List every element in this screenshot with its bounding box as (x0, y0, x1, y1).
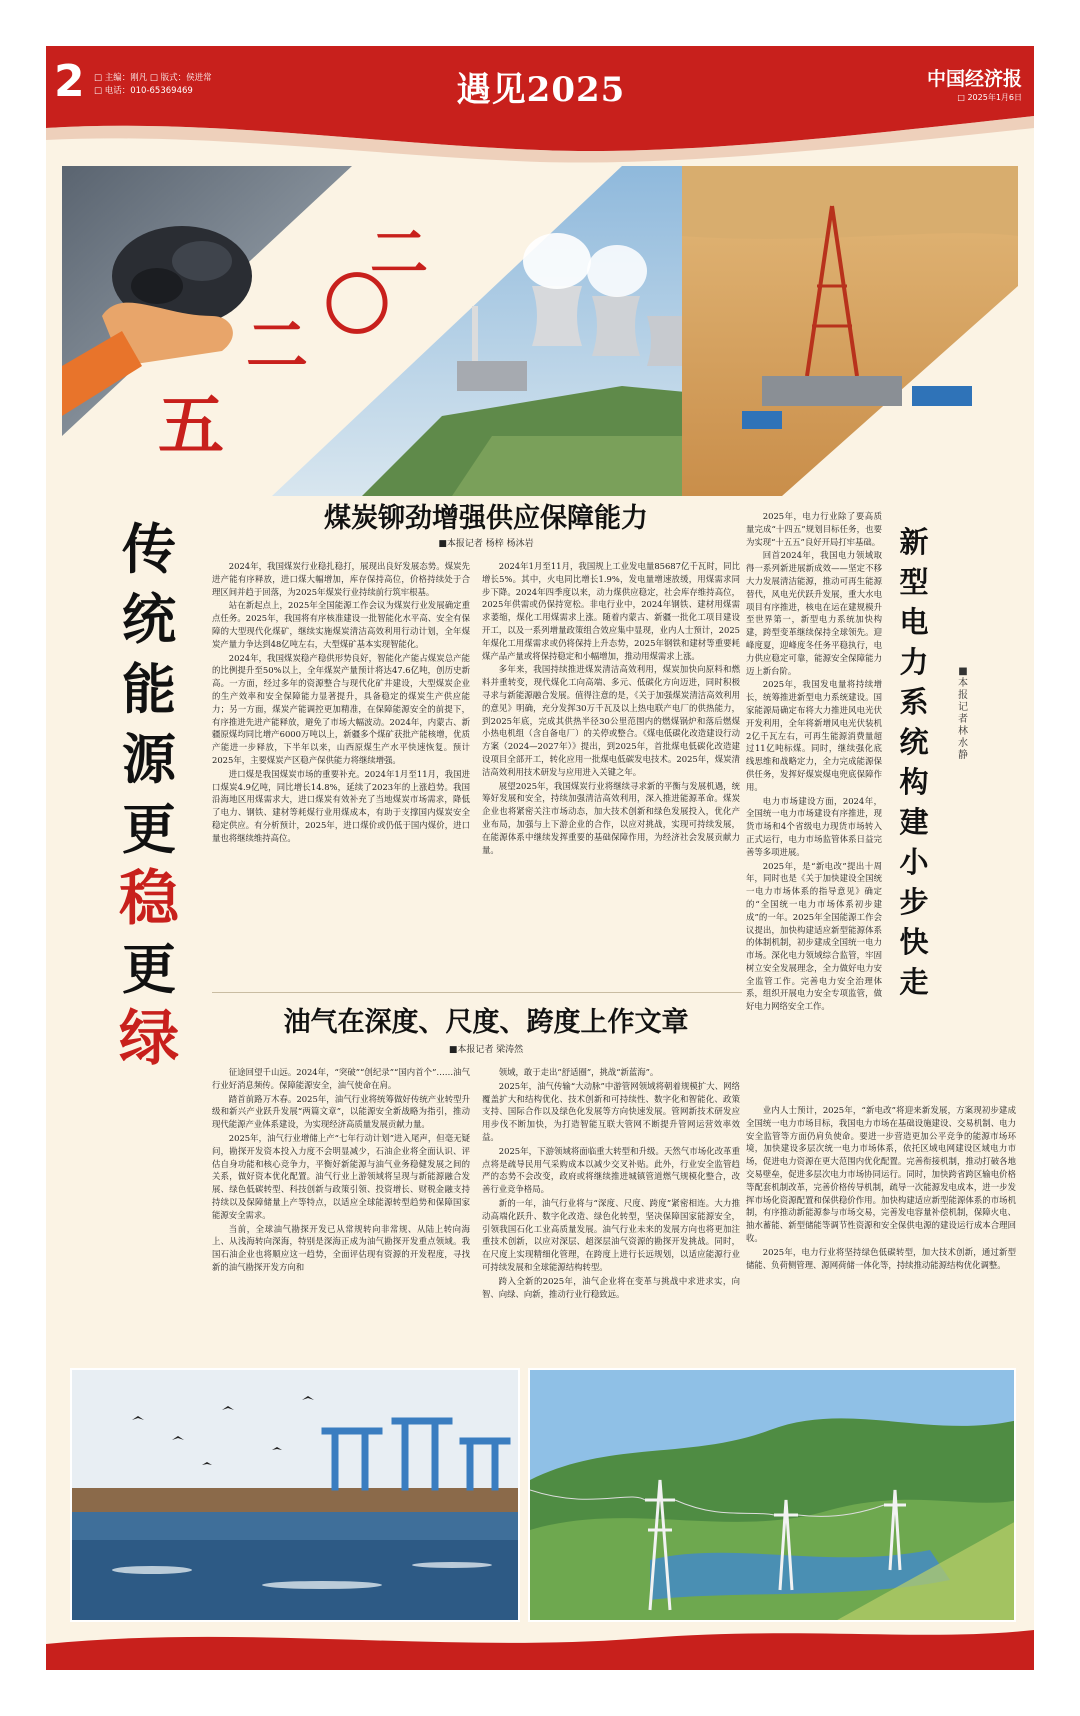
title-char: 电 (899, 605, 929, 639)
headline-char-red: 绿 (119, 1004, 179, 1074)
port-graphic (72, 1370, 520, 1622)
headline-char: 更 (122, 937, 176, 1001)
issue-date: □ 2025年1月6日 (957, 93, 1022, 102)
column-title: 遇见2025 (456, 70, 626, 110)
page-number: 2 (54, 56, 85, 107)
coal-article-column-2 (482, 560, 740, 986)
headline-char: 源 (122, 727, 176, 791)
year-char-2: 〇 (324, 266, 390, 344)
title-char: 建 (899, 805, 929, 839)
paragraph: 领域，敢于走出“舒适圈”，挑战“新蓝海”。 (498, 1067, 659, 1077)
paragraph: 新的一年，油气行业将与“深度、尺度、跨度”紧密相连。大力推动高端化跃升、数字化改造、绿色化转型，坚决保障国家能源安全，引领我国石化工业高质量发展。油气行业未来的发展方向也将更加注重技术创新，以应对深层、超深层油气资源的勘探开发挑战。同时，在尺度上实现精细化管理，在跨度上进行长远规划，以适应能源行业可持续发展和全球能源结构转型。 (482, 1197, 740, 1272)
oil-article-title: 油气在深度、尺度、跨度上作文章 (283, 1007, 689, 1038)
energy-photo-collage (62, 166, 1018, 496)
paragraph: 电力市场建设方面，2024年，全国统一电力市场建设有序推进，现货市场和4个省级电力现货市场转入正式运行，电力市场监管体系日益完善等多项进展。 (746, 795, 882, 857)
paragraph: 展望2025年，我国煤炭行业将继续寻求新的平衡与发展机遇，统筹好发展和安全，持续加强清洁高效利用，深入推进能源革命。煤炭企业也将紧密关注市场动态，加大技术创新和绿色发展投入，优化产业布局，加强与上下游企业的合作，以应对挑战，实现可持续发展，在能源体系中继续发挥重要的基础保障作用，为经济社会发展贡献力量。 (482, 780, 740, 855)
year-char-3: 二 (246, 309, 309, 382)
paragraph: 2024年，我国煤炭稳产稳供形势良好，智能化产能占煤炭总产能的比例提升至50%以上，全年煤炭产量预计将达47.6亿吨，创历史新高。一方面，经过多年的资源整合与现代化矿井建设，大型煤炭企业的生产效率和安全保障能力显著提升，具备稳定的煤炭生产供应能力；另一方面，煤炭产能调控更加精准，在保障能源安全的前提下，有序推进先进产能释放，避免了市场大幅波动。2024年，内蒙古、新疆原煤均同比增产6000万吨以上，新疆多个煤矿获批产能核增，优质产能进一步释放，下半年以来，山西原煤生产水平快速恢复。预计2025年，主要煤炭产区稳产保供能力将继续增强。 (212, 652, 470, 765)
main-headline (94, 514, 204, 1074)
paragraph: 2025年，是“新电改”提出十周年，同时也是《关于加快建设全国统一电力市场体系的指导意见》确定的“全国统一电力市场体系初步建成”的一年。2025年全国能源工作会议提出，加快构建适应新型能源体系的体制机制，初步建成全国统一电力市场。深化电力领域综合监管，牢固树立安全发展理念，全力做好电力安全监管工作。完善电力安全治理体系，组织开展电力安全专项监管，做好电力网络安全工作。 (746, 860, 882, 1012)
paragraph: 2025年，我国发电量将持续增长，统筹推进新型电力系统建设。国家能源局确定布将大力推进风电光伏开发利用，全年将新增风电光伏装机2亿千瓦左右，可再生能源消费量超过11亿吨标煤。同时，继续强化底线思维和战略定力，全力完成能源保供任务，发挥好煤炭煤电兜底保障作用。 (746, 679, 882, 792)
headline-char: 更 (122, 797, 176, 861)
paragraph: 2025年，电力行业将坚持绿色低碳转型，加大技术创新，通过新型储能、负荷侧管理、源网荷储一体化等，持续推动能源结构优化调整。 (746, 1246, 1016, 1270)
byline-char: 静 (958, 750, 968, 761)
byline-char: 水 (958, 738, 968, 749)
paragraph: 2025年，下游领域将面临重大转型和升级。天然气市场化改革重点将是疏导民用气采购成本以减少交叉补贴。此外，行业安全监管趋严的态势不会改变，政府或将继续推进城镇管道燃气规模化整合，改善行业竞争格局。 (482, 1145, 740, 1195)
paragraph: 2025年，油气行业增储上产“七年行动计划”进入尾声，但毫无疑问，勘探开发资本投入力度不会明显减少，石油企业将全面认识、评估自身功能和核心竞争力，平衡好新能源与油气业务稳健发展之间的关系，做好资本优化配置。油气行业上游领域将呈现与新能源融合发展、绿色低碳转型、科技创新与政策引领、投资增长、财税金融支持持续以及保障储量上产等特点，以适应全球能源转型趋势和保障国家能源安全需求。 (212, 1132, 470, 1220)
paragraph: 2025年，电力行业除了要高质量完成“十四五”规划目标任务，也要为实现“十五五”良好开局打牢基础。 (746, 511, 882, 547)
paragraph: 跨入全新的2025年，油气企业将在变革与挑战中求进求实，向智、向绿、向新，推动行业行稳致远。 (482, 1275, 740, 1299)
paragraph: 进口煤是我国煤炭市场的重要补充。2024年1月至11月，我国进口煤炭4.9亿吨，同比增长14.8%，延续了2023年的上涨趋势。我国沿海地区用煤需求大，进口煤炭有效补充了当地煤炭市场需求，降低了电力、钢铁、建材等耗煤行业用煤成本，有助于支撑国内煤炭安全稳定供应。有分析预计，2025年，进口煤价或仍低于国内煤价，进口量也将继续维持高位。 (212, 768, 470, 843)
title-char: 型 (899, 565, 929, 599)
section-divider (212, 992, 742, 993)
title-char: 系 (899, 685, 929, 719)
editor-line: □ 主编：刚凡 □ 版式：侯进常 (94, 73, 212, 83)
byline-char: 林 (958, 726, 968, 737)
paragraph: 踏首前路万木春。2025年，油气行业将统筹做好传统产业转型升级和新兴产业跃升发展“两篇文章”，以能源安全新战略为指引，推动现代能源产业体系建设，为实现经济高质量发展贡献力量。 (212, 1093, 470, 1130)
port-cranes-photo (70, 1368, 520, 1622)
byline-char: 者 (958, 714, 968, 725)
oil-rig-photo (682, 166, 1018, 496)
oil-article-column-2 (482, 1066, 740, 1356)
year-char-4: 五 (158, 386, 224, 464)
power-article-column-bottom (746, 1104, 1016, 1364)
title-char: 构 (899, 765, 929, 799)
power-article-column-top (746, 510, 882, 1100)
paragraph: 回首2024年，我国电力领域取得一系列新进展新成效——坚定不移大力发展清洁能源，推动可再生能源替代，风电光伏跃升发展，重大水电项目有序推进，核电在运在建规模升至世界第一，新型电力系统加快构建，跨型变革继续保持全球领先。迎峰度夏，迎峰度冬任务平稳执行，电力供应稳定可靠，能源安全保障能力迈上新台阶。 (746, 550, 882, 676)
paragraph: 业内人士预计，2025年，“新电改”将迎来新发展，方案现初步建成全国统一电力市场目标，我国电力市场在基础设施建设、交易机制、电力安全监管等方面仍肩负使命。要进一步营造更加公平竞争的能源市场环境，加快建设多层次统一电力市场体系，依托区域电网建设区域电力市场，促进电力资源在更大范围内优化配置。完善衔接机制，推动打破各地交易壁垒，促进多层次电力市场协同运行。同时，加快跨省跨区输电价格等配套机制改革，完善价格传导机制，疏导一次能源发电成本，进一步发挥市场化资源配置和保供稳价作用。加快构建适应新型能源体系的市场机制，有序推动新能源参与市场交易，完善发电容量补偿机制，保障火电、抽水蓄能、新型储能等调节性资源和安全保供电源的建设运行成本合理回收。 (746, 1105, 1016, 1243)
title-char: 统 (899, 725, 929, 759)
masthead-logo: 中国经济报 (926, 68, 1022, 90)
phone-line: □ 电话：010-65369469 (94, 86, 193, 96)
title-char: 快 (899, 925, 929, 959)
title-char: 新 (899, 525, 929, 559)
headline-char-red: 稳 (119, 864, 179, 934)
oil-article-column-1 (212, 1066, 470, 1356)
coal-article-title: 煤炭铆劲增强供应保障能力 (324, 503, 648, 534)
title-char: 走 (899, 965, 929, 999)
editor-info (94, 72, 212, 98)
byline-char: ■ (958, 666, 968, 677)
headline-char: 能 (122, 657, 176, 721)
paragraph: 2025年，油气传输“大动脉”中游管网领域将朝着规模扩大、网络覆盖扩大和结构优化、技术创新和可持续性、数字化和智能化、政策支持、国际合作以及绿色化发展等方向快速发展。管网新技术研发应用步伐不断加快，为打造智能互联大管网不断提升管网运营效率效益。 (482, 1080, 740, 1142)
oil-article-byline: ■本报记者 梁涛然 (448, 1045, 524, 1055)
footer-wave-band (46, 1624, 1034, 1670)
byline-char: 报 (958, 690, 968, 701)
year-char-1: 二 (370, 219, 429, 287)
paragraph: 征途回望千山远。2024年，“突破”“创纪录”“国内首个”……油气行业好消息频传。保障能源安全，油气使命在肩。 (212, 1067, 470, 1090)
title-char: 力 (899, 645, 929, 679)
paragraph: 2024年，我国煤炭行业稳扎稳打，展现出良好发展态势。煤炭先进产能有序释放，进口煤大幅增加，库存保持高位，价格持续处于合理区间并趋于回落，为2025年煤炭行业持续前行筑牢根基。 (212, 561, 470, 597)
paragraph: 多年来，我国持续推进煤炭清洁高效利用，煤炭加快向原料和燃料并重转变，现代煤化工向高端、多元、低碳化方向迈进，同时积极寻求与新能源融合发展。值得注意的是，《关于加强煤炭清洁高效利用的意见》明确，充分发挥30万千瓦及以上热电联产电厂的供热能力，到2025年底，完成其供热半径30公里范围内的燃煤锅炉和落后燃煤小热电机组（含自备电厂）的关停或整合。《煤电低碳化改造建设行动方案（2024—2027年）》提出，到2025年，首批煤电低碳化改造建设项目全部开工，转化应用一批煤电低碳发电技术。2025年，煤炭清洁高效利用技术研发与应用进入关键之年。 (482, 664, 740, 777)
page-header (46, 46, 1034, 166)
paragraph: 2024年1月至11月，我国规上工业发电量85687亿千瓦时，同比增长5%。其中，火电同比增长1.9%，发电量增速放缓，用煤需求同步下降。2024年四季度以来，动力煤供应稳定，社会库存维持高位，2025年供需或仍保持宽松。非电行业中，2024年钢铁、建材用煤需求萎缩，煤化工用煤需求上涨。随着内蒙古、新疆一批化工项目建设开工，以及一系列增量政策组合效应集中显现，业内人士预计，2025年煤化工用煤需求或仍将保持上升态势，2025年钢铁和建材等重要耗煤产品产量或将保持稳定和小幅增加，推动用煤需求上涨。 (482, 561, 740, 661)
newspaper-page (46, 46, 1034, 1670)
grid-graphic (530, 1370, 1016, 1622)
byline-char: 本 (958, 678, 968, 689)
byline-char: 记 (958, 702, 968, 713)
power-grid-mountains-photo (528, 1368, 1016, 1622)
headline-char: 传 (122, 517, 176, 581)
headline-char: 统 (122, 587, 176, 651)
power-article-byline (954, 666, 972, 762)
coal-article-byline: ■本报记者 杨梓 杨沐岩 (438, 539, 534, 549)
paragraph: 站在新起点上，2025年全国能源工作会议为煤炭行业发展确定重点任务。2025年，我国将有序核准建设一批智能化水平高、安全有保障的大型现代化煤矿，继续实施煤炭清洁高效利用行动计划，全年煤炭产量力争达到48亿吨左右，大型煤矿基本实现智能化。 (212, 600, 470, 649)
title-char: 小 (899, 845, 929, 879)
title-char: 步 (899, 885, 929, 919)
power-article-title (884, 522, 944, 1002)
coal-article-column-1 (212, 560, 470, 986)
paragraph: 当前，全球油气勘探开发已从常规转向非常规、从陆上转向海上、从浅海转向深海，特别是深海正成为油气勘探开发重点领域。我国石油企业也将顺应这一趋势，全面评估现有资源的开发程度，寻找新的油气勘探开发方向和 (212, 1223, 470, 1272)
